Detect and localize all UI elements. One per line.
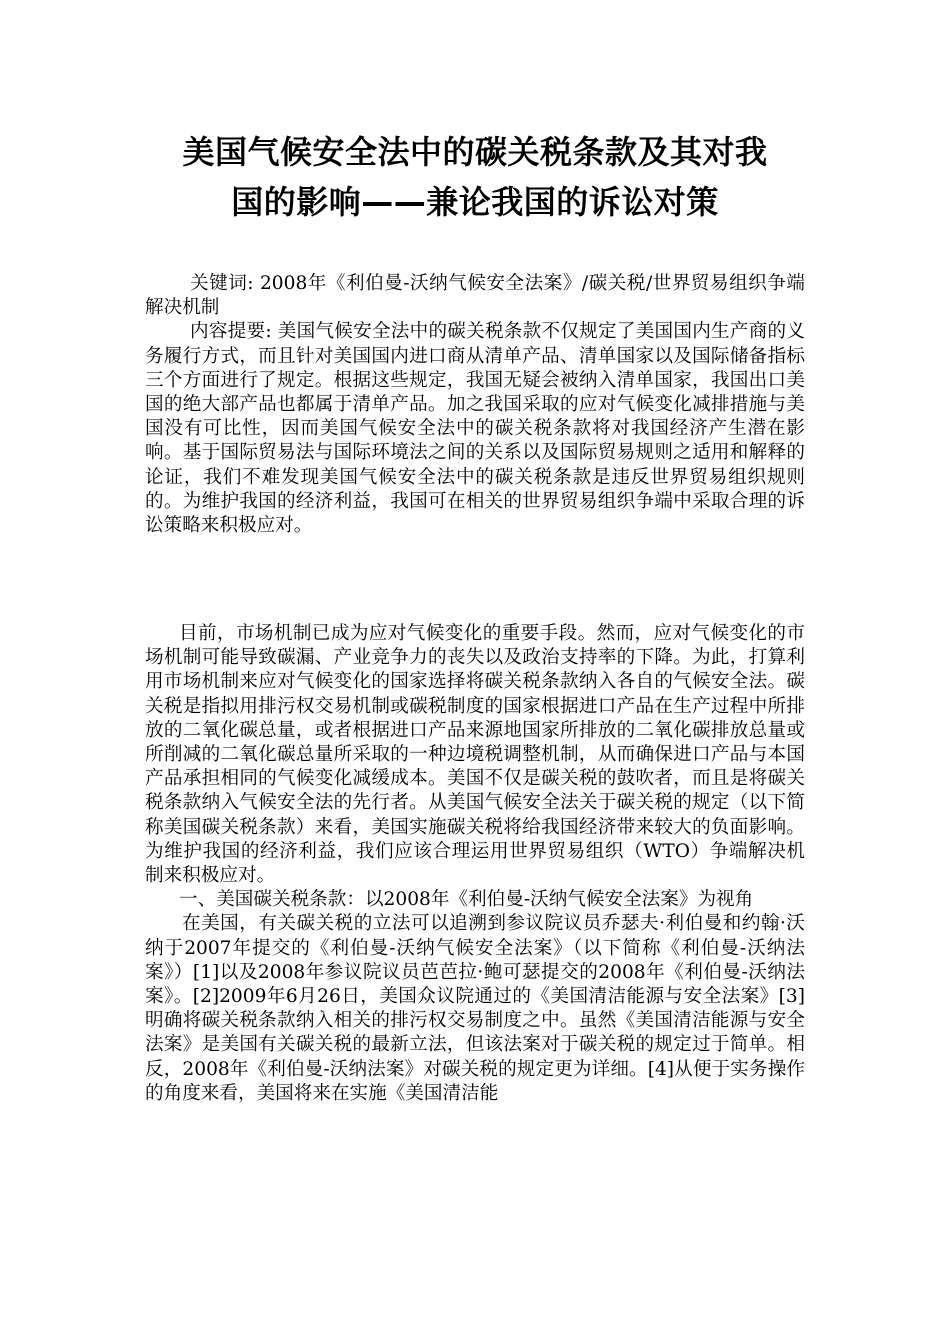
body-section [145,622,805,1106]
abstract-section [145,272,805,538]
title-line-2: 国的影响——兼论我国的诉讼对策 [231,183,719,221]
section-heading: 一、美国碳关税条款：以2008年《利伯曼-沃纳气候安全法案》为视角 [179,889,754,911]
title-line-1: 美国气候安全法中的碳关税条款及其对我 [182,133,768,171]
document-title [145,127,805,227]
section-paragraph: 在美国，有关碳关税的立法可以追溯到参议院议员乔瑟夫·利伯曼和约翰·沃纳于2007年提交的《利伯曼-沃纳气候安全法案》（以下简称《利伯曼-沃纳法案》）[1]以及2008年参议院议员芭芭拉·鲍可瑟提交的2008年《利伯曼-沃纳法案》。[2]2009年6月26日，美国众议院通过的《美国清洁能源与安全法案》[3]明确将碳关税条款纳入相关的排污权交易制度之中。虽然《美国清洁能源与安全法案》是美国有关碳关税的最新立法，但该法案对于碳关税的规定过于简单。相反，2008年《利伯曼-沃纳法案》对碳关税的规定更为详细。[4]从便于实务操作的角度来看，美国将来在实施《美国清洁能 [145,913,805,1104]
abstract-paragraph: 内容提要: 美国气候安全法中的碳关税条款不仅规定了美国国内生产商的义务履行方式，而且针对美国国内进口商从清单产品、清单国家以及国际储备指标三个方面进行了规定。根据这些规定，我国无疑会被纳入清单国家，我国出口美国的绝大部产品也都属于清单产品。加之我国采取的应对气候变化减排措施与美国没有可比性，因而美国气候安全法中的碳关税条款将对我国经济产生潜在影响。基于国际贸易法与国际环境法之间的关系以及国际贸易规则之适用和解释的论证，我们不难发现美国气候安全法中的碳关税条款是违反世界贸易组织规则的。为维护我国的经济利益，我国可在相关的世界贸易组织争端中采取合理的诉讼策略来积极应对。 [145,321,805,537]
intro-paragraph: 目前，市场机制已成为应对气候变化的重要手段。然而，应对气候变化的市场机制可能导致碳漏、产业竞争力的丧失以及政治支持率的下降。为此，打算利用市场机制来应对气候变化的国家选择将碳关税条款纳入各自的气候安全法。碳关税是指拟用排污权交易机制或碳税制度的国家根据进口产品在生产过程中所排放的二氧化碳总量，或者根据进口产品来源地国家所排放的二氧化碳排放总量或所削减的二氧化碳总量所采取的一种边境税调整机制，从而确保进口产品与本国产品承担相同的气候变化减缓成本。美国不仅是碳关税的鼓吹者，而且是将碳关税条款纳入气候安全法的先行者。从美国气候安全法关于碳关税的规定（以下简称美国碳关税条款）来看，美国实施碳关税将给我国经济带来较大的负面影响。为维护我国的经济利益，我们应该合理运用世界贸易组织（WTO）争端解决机制来积极应对。 [145,623,805,887]
keywords-paragraph: 关键词: 2008年《利伯曼-沃纳气候安全法案》/碳关税/世界贸易组织争端解决机制 [145,273,805,319]
